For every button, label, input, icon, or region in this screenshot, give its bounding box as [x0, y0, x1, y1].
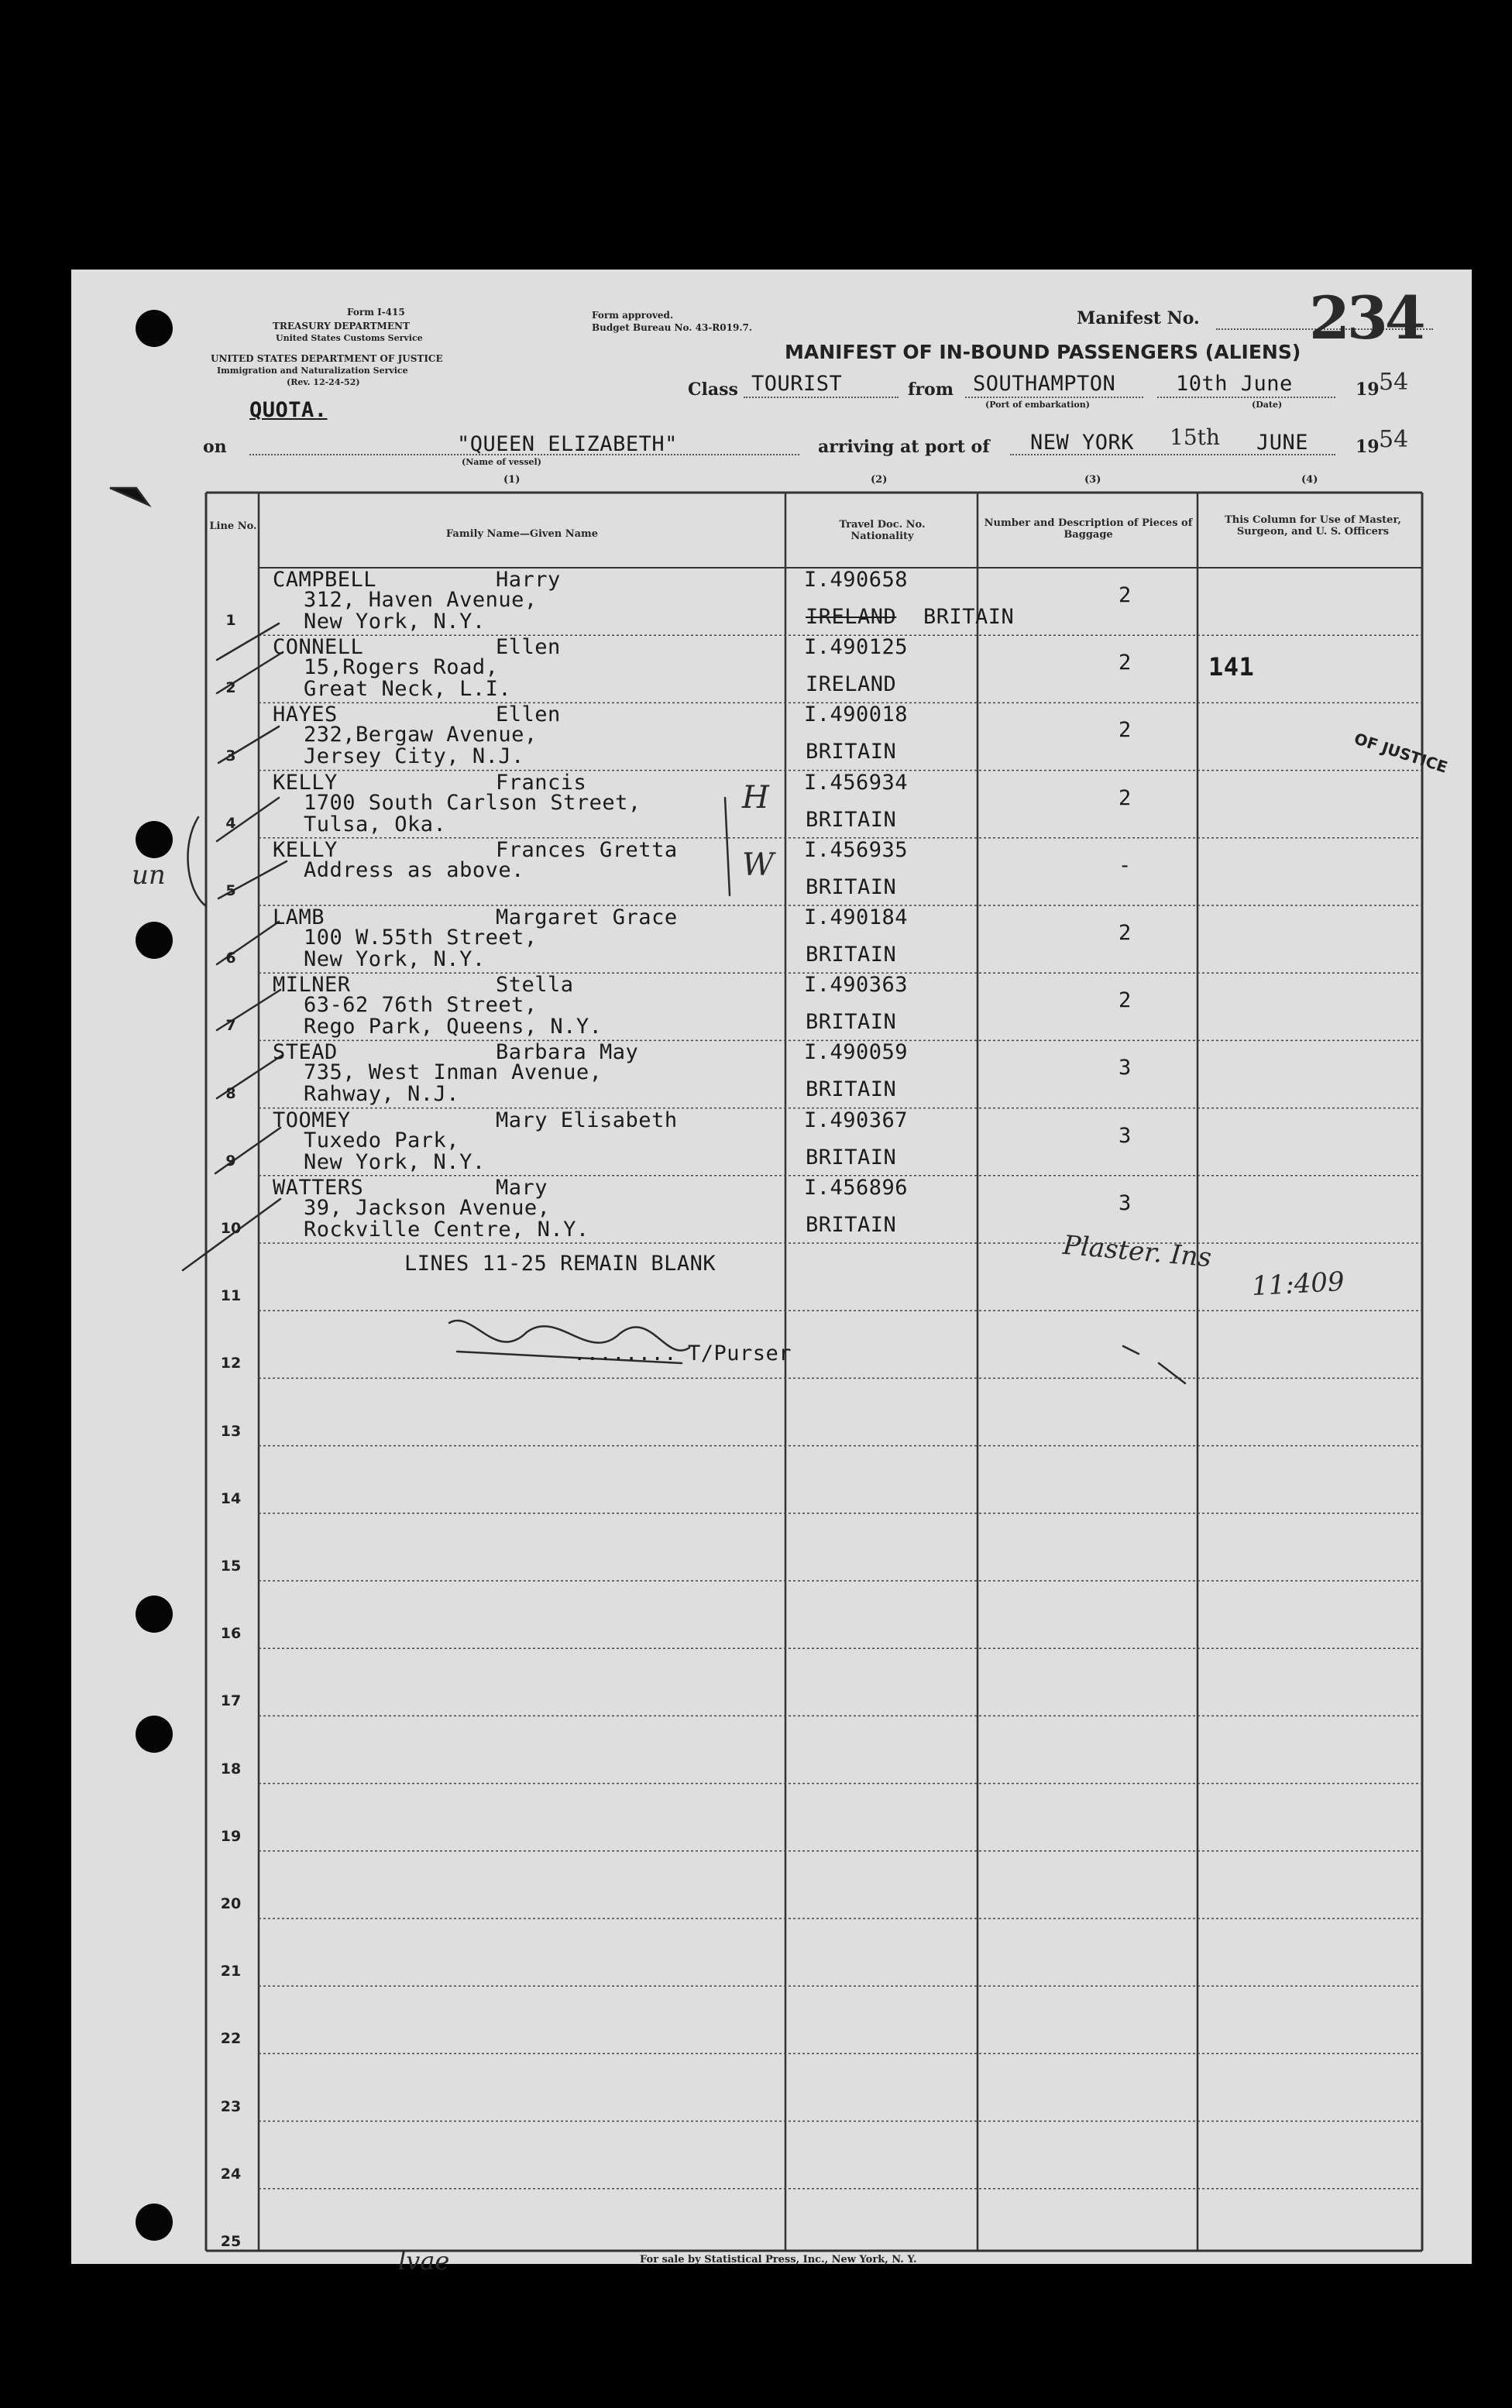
vessel-name: "QUEEN ELIZABETH" — [457, 432, 678, 456]
passenger-given-name: Harry — [496, 568, 561, 592]
nationality: BRITAIN — [806, 943, 897, 967]
year-prefix: 19 — [1356, 380, 1380, 400]
line-number: 23 — [220, 2097, 242, 2115]
passenger-address-line2: Tulsa, Oka. — [304, 812, 447, 836]
line-number: 16 — [220, 1625, 242, 1643]
passenger-address-line2: New York, N.Y. — [304, 610, 486, 634]
nationality: BRITAIN — [806, 1212, 897, 1237]
printer-footer: For sale by Statistical Press, Inc., New York, N. Y. — [640, 2254, 917, 2265]
nationality: BRITAIN — [806, 807, 897, 832]
travel-document-number: I.490184 — [804, 905, 909, 929]
officer-code: 141 — [1208, 652, 1255, 682]
col-header-travel-doc: Travel Doc. No. Nationality — [839, 519, 926, 542]
passenger-address-line2: New York, N.Y. — [304, 947, 486, 971]
col-header-name: Family Name—Given Name — [445, 528, 599, 540]
relationship-mark: H — [742, 779, 769, 816]
class-label: Class — [688, 380, 738, 400]
passenger-address-line2: Great Neck, L.I. — [304, 677, 512, 702]
nationality: BRITAIN — [806, 1010, 897, 1035]
passenger-address-line1: 1700 South Carlson Street, — [304, 790, 641, 815]
passenger-family-name: CONNELL — [273, 635, 364, 660]
line-number: 17 — [220, 1692, 242, 1710]
passenger-address-line1: 15,Rogers Road, — [304, 655, 499, 680]
port-of-embarkation: SOUTHAMPTON — [973, 372, 1116, 396]
line-number: 7 — [225, 1017, 236, 1035]
nationality-correction: BRITAIN — [923, 605, 1015, 629]
passenger-address-line2: Jersey City, N.J. — [304, 744, 524, 769]
passenger-given-name: Ellen — [496, 635, 561, 660]
travel-document-number: I.490059 — [804, 1040, 909, 1065]
line-number: 8 — [225, 1084, 236, 1102]
manifest-title: MANIFEST OF IN-BOUND PASSENGERS (ALIENS) — [785, 341, 1301, 363]
passenger-given-name: Barbara May — [496, 1040, 639, 1065]
line-number: 4 — [225, 814, 236, 832]
line-number: 11 — [220, 1287, 242, 1305]
bottom-handwritten-note: lvae — [398, 2246, 450, 2276]
travel-document-number: I.490125 — [804, 635, 909, 660]
arrival-day: 15th — [1170, 424, 1220, 450]
baggage-count: 2 — [1119, 921, 1132, 945]
passenger-given-name: Stella — [496, 973, 574, 998]
travel-document-number: I.490367 — [804, 1108, 909, 1132]
nationality: IRELAND — [806, 672, 897, 697]
travel-document-number: I.456934 — [804, 770, 909, 795]
passenger-address-line2: Rockville Centre, N.Y. — [304, 1217, 589, 1242]
col-num-1: (1) — [503, 474, 521, 486]
date-caption: (Date) — [1252, 400, 1283, 410]
passenger-family-name: CAMPBELL — [273, 568, 377, 592]
from-label: from — [908, 380, 954, 400]
form-number: Form I-415 — [347, 307, 405, 318]
relationship-mark: W — [742, 847, 775, 883]
purser-dots: ........ — [573, 1341, 678, 1365]
passenger-family-name: MILNER — [273, 973, 351, 998]
passenger-address-line1: 232,Bergaw Avenue, — [304, 723, 538, 747]
travel-document-number: I.490018 — [804, 702, 909, 727]
line-number: 19 — [220, 1827, 242, 1845]
form-approved: Form approved. — [592, 310, 674, 321]
baggage-count: 2 — [1119, 651, 1132, 675]
col-header-line-no: Line No. — [209, 520, 257, 532]
vessel-caption: (Name of vessel) — [462, 457, 541, 467]
col-header-baggage: Number and Description of Pieces of Baggage — [984, 517, 1193, 541]
passenger-address-line2: New York, N.Y. — [304, 1149, 486, 1174]
class-value: TOURIST — [751, 372, 843, 396]
baggage-count: 2 — [1119, 718, 1132, 743]
travel-document-number: I.490363 — [804, 973, 909, 998]
nationality: BRITAIN — [806, 1145, 897, 1170]
passenger-address-line1: 39, Jackson Avenue, — [304, 1195, 551, 1220]
passenger-given-name: Margaret Grace — [496, 905, 678, 929]
on-label: on — [203, 437, 227, 457]
line-number: 18 — [220, 1760, 242, 1778]
baggage-count: 2 — [1119, 583, 1132, 607]
baggage-count: 2 — [1119, 988, 1132, 1013]
passenger-given-name: Mary — [496, 1175, 548, 1200]
year-value-2: 54 — [1379, 426, 1409, 453]
manifest-label: Manifest No. — [1077, 308, 1200, 328]
line-number: 12 — [220, 1355, 242, 1372]
justice-stamp: OF JUSTICE — [1352, 729, 1450, 777]
passenger-address-line1: 63-62 76th Street, — [304, 993, 538, 1018]
nationality: BRITAIN — [806, 874, 897, 899]
line-number: 10 — [220, 1220, 242, 1237]
travel-document-number: I.456935 — [804, 837, 909, 862]
treasury-dept: TREASURY DEPARTMENT — [273, 321, 410, 331]
passenger-address-line2: Rego Park, Queens, N.Y. — [304, 1015, 603, 1039]
manifest-number: 234 — [1309, 283, 1423, 352]
baggage-count: 3 — [1119, 1123, 1132, 1148]
nationality: BRITAIN — [806, 1077, 897, 1102]
form-revision: (Rev. 12-24-52) — [287, 377, 360, 387]
passenger-family-name: LAMB — [273, 905, 325, 929]
passenger-family-name: TOOMEY — [273, 1108, 351, 1132]
passenger-address-line1: 312, Haven Avenue, — [304, 588, 538, 612]
remain-blank-note: LINES 11-25 REMAIN BLANK — [404, 1252, 716, 1276]
travel-document-number: I.456896 — [804, 1175, 909, 1200]
nationality: IRELAND — [806, 605, 897, 629]
passenger-family-name: KELLY — [273, 770, 338, 795]
passenger-address-line1: Tuxedo Park, — [304, 1128, 460, 1152]
passenger-address-line1: Address as above. — [304, 857, 524, 882]
col-num-2: (2) — [871, 474, 888, 486]
quota-label: QUOTA. — [249, 398, 328, 422]
year-value: 54 — [1379, 369, 1409, 396]
baggage-count: 3 — [1119, 1190, 1132, 1215]
passenger-given-name: Ellen — [496, 702, 561, 727]
line-number: 9 — [225, 1152, 236, 1170]
passenger-given-name: Francis — [496, 770, 587, 795]
passenger-family-name: HAYES — [273, 702, 338, 727]
justice-dept: UNITED STATES DEPARTMENT OF JUSTICE — [211, 353, 443, 364]
arrival-month: JUNE — [1256, 431, 1309, 455]
officer-handwritten-note: Plaster. Ins — [1061, 1229, 1213, 1274]
line-number: 14 — [220, 1489, 242, 1507]
travel-document-number: I.490658 — [804, 568, 909, 592]
port-caption: (Port of embarkation) — [985, 400, 1090, 410]
passenger-address-line1: 735, West Inman Avenue, — [304, 1060, 603, 1085]
year-prefix-2: 19 — [1356, 437, 1380, 457]
baggage-count: 3 — [1119, 1056, 1132, 1080]
passenger-given-name: Frances Gretta — [496, 837, 678, 862]
passenger-address-line2: Rahway, N.J. — [304, 1082, 460, 1107]
purser-title: T/Purser — [688, 1341, 792, 1365]
passenger-family-name: KELLY — [273, 837, 338, 862]
line-number: 13 — [220, 1422, 242, 1440]
baggage-count: 2 — [1119, 785, 1132, 810]
passenger-given-name: Mary Elisabeth — [496, 1108, 678, 1132]
passenger-family-name: WATTERS — [273, 1175, 364, 1200]
line-number: 20 — [220, 1895, 242, 1912]
line-number: 25 — [220, 2233, 242, 2250]
line-number: 1 — [225, 612, 236, 630]
line-number: 3 — [225, 747, 236, 764]
line-number: 6 — [225, 950, 236, 967]
line-number: 21 — [220, 1963, 242, 1980]
passenger-address-line1: 100 W.55th Street, — [304, 926, 538, 950]
arriving-label: arriving at port of — [818, 437, 990, 457]
nationality: BRITAIN — [806, 740, 897, 764]
line-number: 22 — [220, 2030, 242, 2048]
budget-bureau: Budget Bureau No. 43-R019.7. — [592, 322, 753, 333]
departure-date: 10th June — [1176, 372, 1293, 396]
ins-service: Immigration and Naturalization Service — [217, 366, 408, 376]
line-number: 2 — [225, 679, 236, 697]
line-number: 5 — [225, 882, 236, 899]
line-number: 15 — [220, 1558, 242, 1575]
line-number: 24 — [220, 2165, 242, 2183]
col-num-4: (4) — [1301, 474, 1318, 486]
col-header-officers: This Column for Use of Master, Surgeon, and U. S. Officers — [1225, 514, 1401, 538]
baggage-count: - — [1119, 853, 1132, 878]
col-num-3: (3) — [1084, 474, 1101, 486]
passenger-family-name: STEAD — [273, 1040, 338, 1065]
customs-service: United States Customs Service — [276, 333, 423, 343]
officer-handwritten-code: 11:409 — [1251, 1266, 1345, 1303]
margin-handwritten-note: un — [132, 860, 166, 891]
arrival-port: NEW YORK — [1030, 431, 1135, 455]
